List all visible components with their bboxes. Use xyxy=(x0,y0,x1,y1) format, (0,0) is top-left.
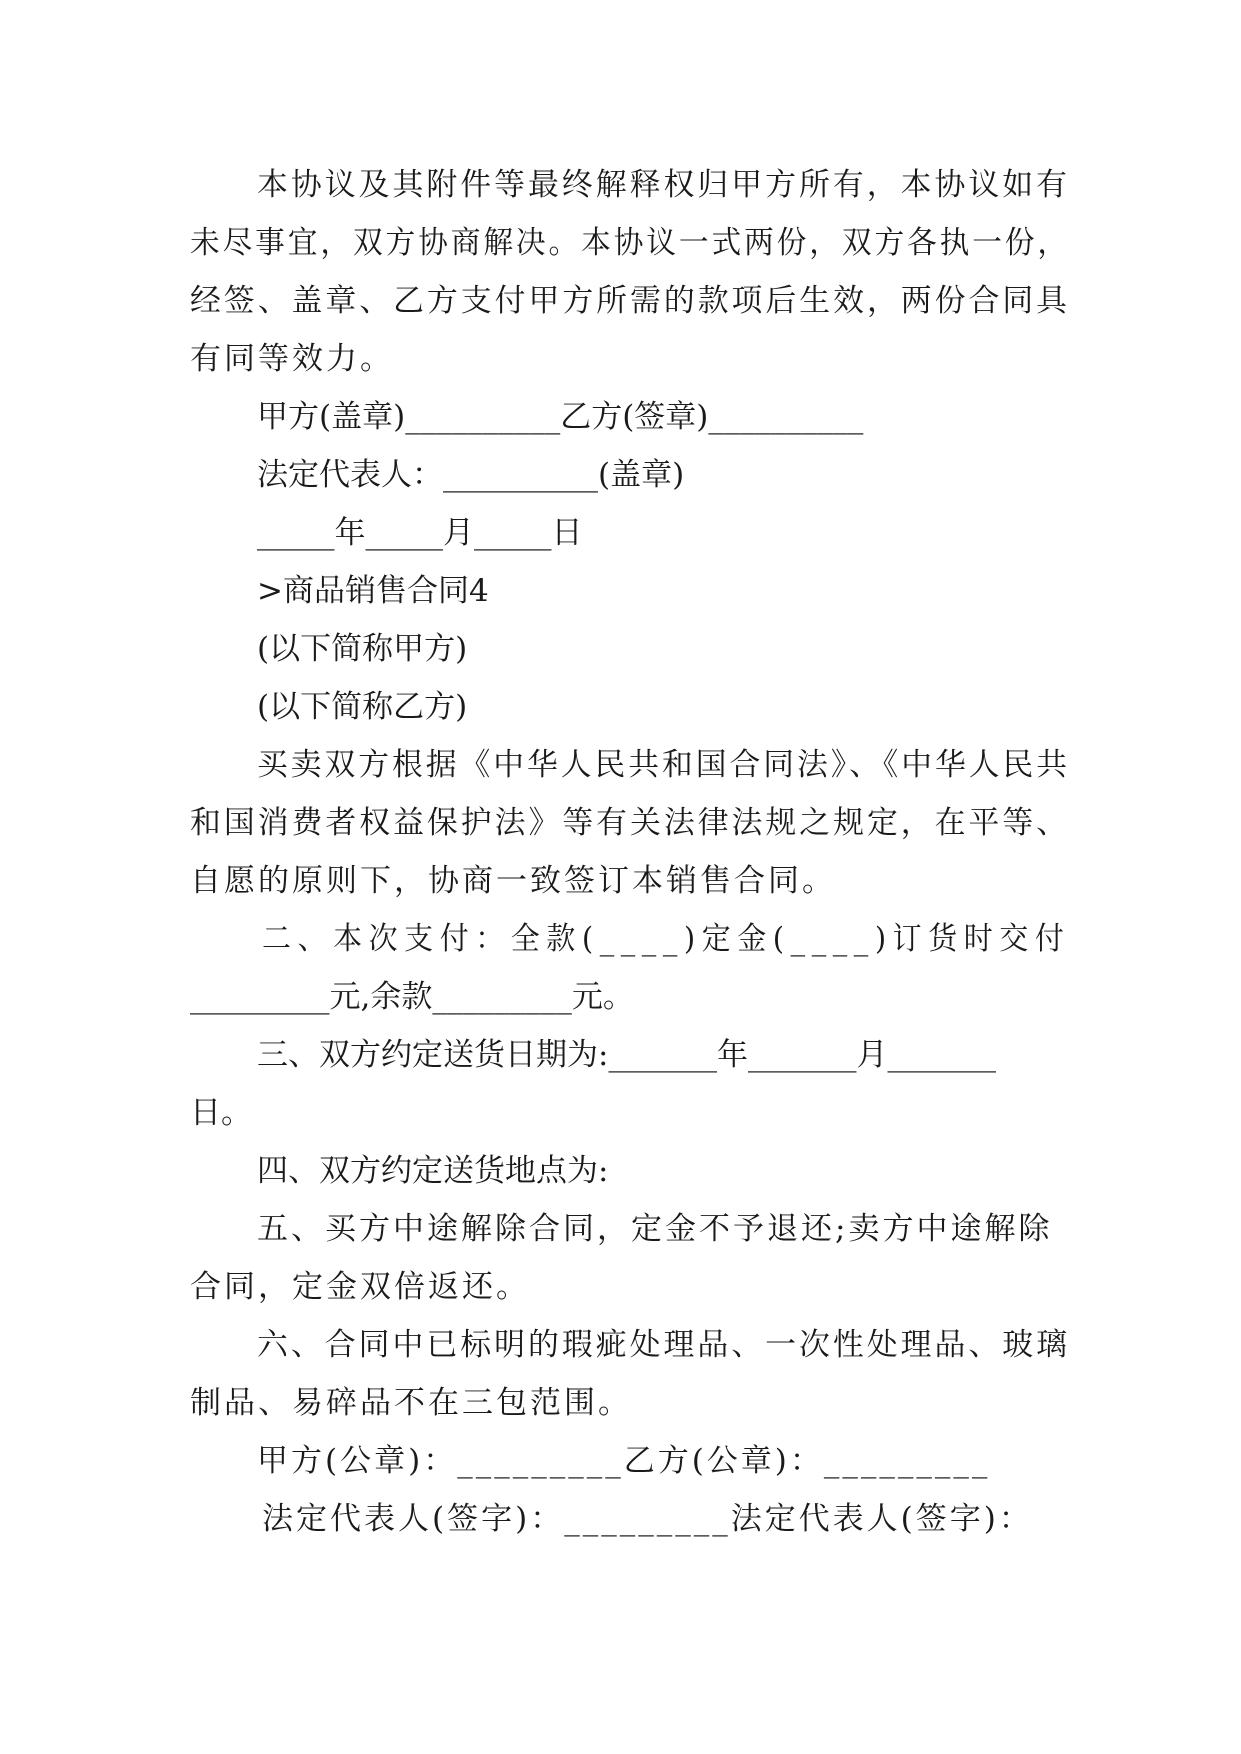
text-line xyxy=(0,975,1241,1019)
paragraph-text: (以下简称甲方) xyxy=(257,631,468,667)
section-title xyxy=(0,569,1241,613)
paragraph-text: 自愿的原则下，协商一致签订本销售合同。 xyxy=(190,863,836,899)
paragraph-text: (以下简称乙方) xyxy=(257,689,468,725)
text-line xyxy=(0,1381,1241,1425)
paragraph-text: 和国消费者权益保护法》等有关法律法规之规定，在平等、 xyxy=(190,805,1071,841)
paragraph-text: _____年_____月_____日 xyxy=(257,515,583,551)
paragraph-text: 日。 xyxy=(190,1095,252,1131)
text-line xyxy=(0,1033,1241,1077)
text-line xyxy=(0,1323,1241,1367)
paragraph-text: 法定代表人(签字)：_________法定代表人(签字)： xyxy=(262,1501,1033,1537)
signature-line xyxy=(0,1497,1241,1541)
text-line xyxy=(0,859,1241,903)
text-line xyxy=(0,627,1241,671)
signature-line xyxy=(0,453,1241,497)
text-line xyxy=(0,337,1241,381)
paragraph-text: 六、合同中已标明的瑕疵处理品、一次性处理品、玻璃 xyxy=(257,1327,1070,1363)
text-line xyxy=(0,917,1241,961)
text-line xyxy=(0,1091,1241,1135)
paragraph-text: 合同，定金双倍返还。 xyxy=(190,1269,530,1305)
text-line xyxy=(0,1265,1241,1309)
signature-line xyxy=(0,1439,1241,1483)
paragraph-text: 二、本次支付：全款(____)定金(____)订货时交付 xyxy=(262,921,1071,957)
text-line xyxy=(0,743,1241,787)
paragraph-text: 制品、易碎品不在三包范围。 xyxy=(190,1385,632,1421)
paragraph-text: 三、双方约定送货日期为:_______年_______月_______ xyxy=(257,1037,996,1073)
date-line xyxy=(0,511,1241,555)
text-line xyxy=(0,1207,1241,1251)
text-line xyxy=(0,163,1241,207)
text-line xyxy=(0,1149,1241,1193)
paragraph-text: 法定代表人：__________(盖章) xyxy=(257,457,685,493)
paragraph-text: 买卖双方根据《中华人民共和国合同法》、《中华人民共 xyxy=(257,747,1071,783)
paragraph-text: 四、双方约定送货地点为: xyxy=(257,1153,609,1189)
text-line xyxy=(0,221,1241,265)
paragraph-text: 五、买方中途解除合同，定金不予退还;卖方中途解除 xyxy=(257,1211,1053,1247)
paragraph-text: _________元,余款_________元。 xyxy=(190,979,634,1015)
paragraph-text: 未尽事宜，双方协商解决。本协议一式两份，双方各执一份， xyxy=(190,225,1070,261)
paragraph-text: 甲方(盖章)__________乙方(签章)__________ xyxy=(257,399,864,435)
paragraph-text: 甲方(公章)：_________乙方(公章)：_________ xyxy=(257,1443,991,1479)
paragraph-text: 本协议及其附件等最终解释权归甲方所有，本协议如有 xyxy=(257,167,1070,203)
paragraph-text: 经签、盖章、乙方支付甲方所需的款项后生效，两份合同具 xyxy=(190,283,1071,319)
signature-line xyxy=(0,395,1241,439)
paragraph-text: 有同等效力。 xyxy=(190,341,394,377)
text-line xyxy=(0,685,1241,729)
text-line xyxy=(0,279,1241,323)
paragraph-text: >商品销售合同4 xyxy=(257,573,489,609)
text-line xyxy=(0,801,1241,845)
